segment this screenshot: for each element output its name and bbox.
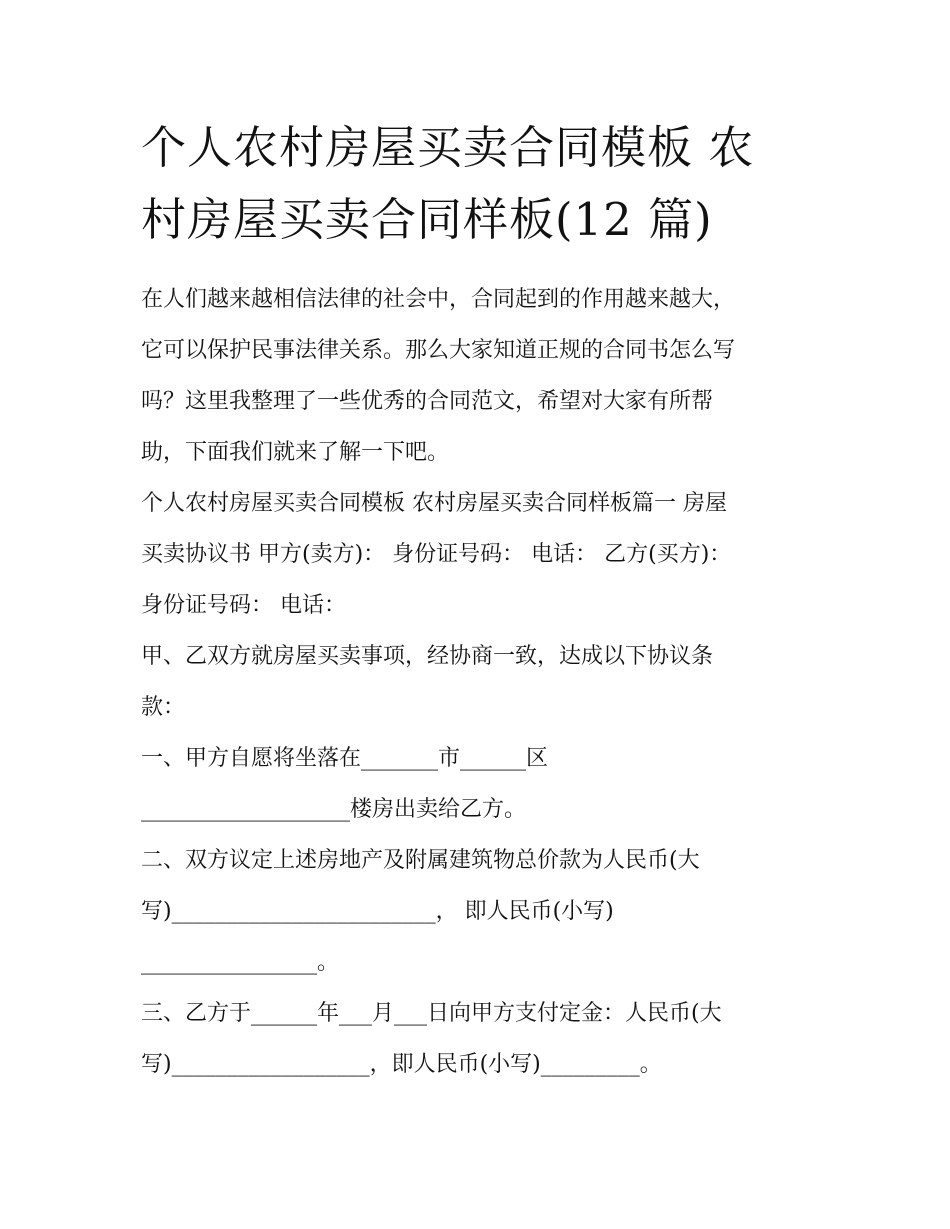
agreement-intro-paragraph	[141, 631, 821, 733]
text-line: 助，下面我们就来了解一下吧。	[141, 440, 450, 465]
text-line: ___________________楼房出卖给乙方。	[141, 797, 527, 822]
title-line: 村房屋买卖合同样板(12 篇)	[141, 193, 713, 246]
text-line: 甲、乙双方就房屋买卖事项，经协商一致，达成以下协议条	[141, 644, 714, 669]
text-line: 在人们越来越相信法律的社会中，合同起到的作用越来越大，	[141, 287, 736, 312]
text-line: 身份证号码： 电话：	[141, 593, 346, 618]
clause-three-paragraph	[141, 988, 821, 1090]
text-line: ________________。	[141, 950, 340, 975]
text-line: 写)__________________，即人民币(小写)_________。	[141, 1052, 662, 1077]
contract-heading-paragraph	[141, 478, 821, 631]
text-line: 买卖协议书 甲方(卖方)： 身份证号码： 电话： 乙方(买方)：	[141, 542, 732, 567]
clause-one-paragraph	[141, 733, 821, 835]
text-line: 三、乙方于______年___月___日向甲方支付定金：人民币(大	[141, 1001, 722, 1026]
document-page	[141, 112, 821, 1090]
title-line: 个人农村房屋买卖合同模板 农	[141, 121, 755, 174]
text-line: 个人农村房屋买卖合同模板 农村房屋买卖合同样板篇一 房屋	[141, 491, 727, 516]
clause-two-paragraph	[141, 835, 821, 988]
text-line: 吗？这里我整理了一些优秀的合同范文，希望对大家有所帮	[141, 389, 714, 414]
text-line: 它可以保护民事法律关系。那么大家知道正规的合同书怎么写	[141, 338, 736, 363]
document-title	[141, 112, 821, 256]
intro-paragraph	[141, 274, 821, 478]
text-line: 款：	[141, 695, 186, 720]
text-line: 二、双方议定上述房地产及附属建筑物总价款为人民币(大	[141, 848, 700, 873]
text-line: 写)________________________， 即人民币(小写)	[141, 899, 614, 924]
text-line: 一、甲方自愿将坐落在_______市______区	[141, 746, 549, 771]
